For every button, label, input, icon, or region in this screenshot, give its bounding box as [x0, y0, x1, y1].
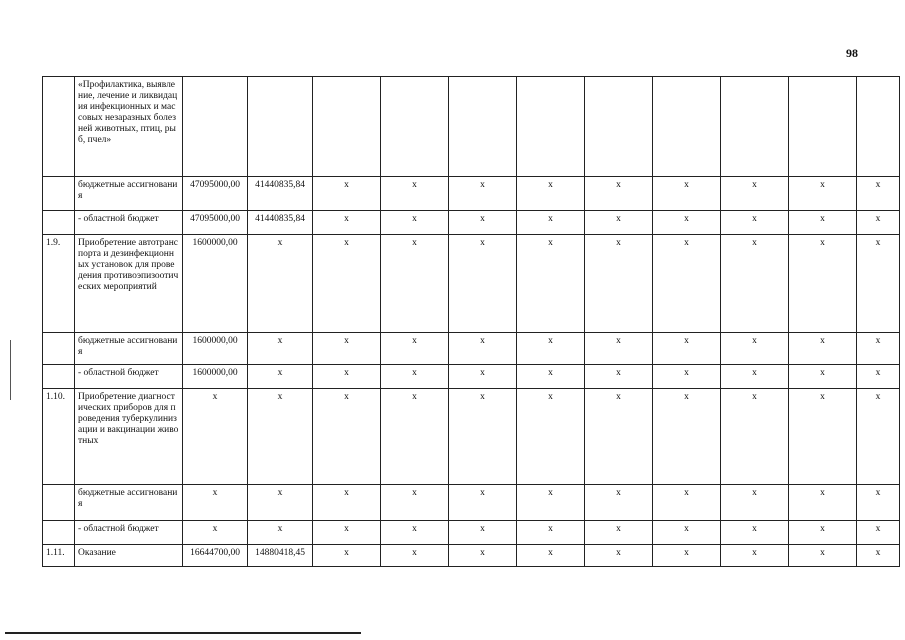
x-mark-cell: х: [517, 177, 585, 211]
plan-amount-cell: х: [183, 389, 248, 485]
actual-amount-cell: х: [248, 521, 313, 545]
table-row: [43, 333, 900, 365]
x-mark-cell: х: [789, 365, 857, 389]
plan-amount-cell: х: [183, 485, 248, 521]
table-row: [43, 365, 900, 389]
x-mark-cell: [381, 77, 449, 177]
table-row: [43, 77, 900, 177]
x-mark-cell: х: [381, 211, 449, 235]
x-mark-cell: х: [517, 389, 585, 485]
actual-amount-cell: х: [248, 365, 313, 389]
x-mark-cell: х: [789, 235, 857, 333]
x-mark-cell: х: [857, 365, 900, 389]
plan-amount-cell: 1600000,00: [183, 365, 248, 389]
x-mark-cell: х: [721, 521, 789, 545]
row-number-cell: [43, 177, 75, 211]
x-mark-cell: х: [585, 177, 653, 211]
x-mark-cell: х: [313, 485, 381, 521]
plan-amount-cell: 47095000,00: [183, 211, 248, 235]
x-mark-cell: х: [857, 177, 900, 211]
table-row: [43, 211, 900, 235]
row-description-cell: Приобретение автотранспорта и дезинфекционных установок для проведения противоэпизоотических мероприятий: [75, 235, 183, 333]
x-mark-cell: х: [653, 485, 721, 521]
x-mark-cell: х: [517, 235, 585, 333]
x-mark-cell: х: [313, 545, 381, 567]
row-number-cell: 1.9.: [43, 235, 75, 333]
row-description-cell: бюджетные ассигнования: [75, 485, 183, 521]
x-mark-cell: х: [449, 365, 517, 389]
x-mark-cell: х: [449, 545, 517, 567]
x-mark-cell: х: [789, 211, 857, 235]
actual-amount-cell: х: [248, 485, 313, 521]
row-description-cell: - областной бюджет: [75, 521, 183, 545]
x-mark-cell: х: [789, 333, 857, 365]
scan-margin-mark: [10, 340, 11, 400]
x-mark-cell: х: [857, 545, 900, 567]
x-mark-cell: [789, 77, 857, 177]
x-mark-cell: х: [721, 177, 789, 211]
x-mark-cell: х: [313, 177, 381, 211]
x-mark-cell: х: [857, 211, 900, 235]
x-mark-cell: х: [721, 211, 789, 235]
row-description-cell: Приобретение диагностических приборов для проведения туберкулинизации и вакцинации животных: [75, 389, 183, 485]
row-number-cell: [43, 485, 75, 521]
x-mark-cell: [721, 77, 789, 177]
x-mark-cell: х: [313, 521, 381, 545]
x-mark-cell: х: [449, 177, 517, 211]
row-number-cell: [43, 333, 75, 365]
x-mark-cell: х: [517, 211, 585, 235]
x-mark-cell: х: [721, 389, 789, 485]
x-mark-cell: х: [653, 211, 721, 235]
plan-amount-cell: 16644700,00: [183, 545, 248, 567]
x-mark-cell: х: [789, 177, 857, 211]
x-mark-cell: х: [721, 365, 789, 389]
footnote-rule: [5, 632, 361, 634]
x-mark-cell: х: [517, 365, 585, 389]
x-mark-cell: х: [313, 389, 381, 485]
x-mark-cell: х: [721, 545, 789, 567]
row-number-cell: [43, 521, 75, 545]
plan-amount-cell: [183, 77, 248, 177]
x-mark-cell: х: [721, 485, 789, 521]
x-mark-cell: х: [857, 521, 900, 545]
row-description-cell: бюджетные ассигнования: [75, 333, 183, 365]
x-mark-cell: х: [449, 521, 517, 545]
x-mark-cell: [449, 77, 517, 177]
x-mark-cell: х: [857, 235, 900, 333]
actual-amount-cell: [248, 77, 313, 177]
row-number-cell: 1.10.: [43, 389, 75, 485]
x-mark-cell: х: [857, 485, 900, 521]
actual-amount-cell: 14880418,45: [248, 545, 313, 567]
plan-amount-cell: х: [183, 521, 248, 545]
x-mark-cell: х: [789, 545, 857, 567]
table-row: [43, 485, 900, 521]
x-mark-cell: х: [517, 521, 585, 545]
actual-amount-cell: х: [248, 389, 313, 485]
plan-amount-cell: 1600000,00: [183, 235, 248, 333]
row-number-cell: [43, 211, 75, 235]
x-mark-cell: [585, 77, 653, 177]
x-mark-cell: х: [653, 365, 721, 389]
x-mark-cell: х: [857, 389, 900, 485]
x-mark-cell: х: [585, 389, 653, 485]
table-row: [43, 389, 900, 485]
row-description-cell: Оказание: [75, 545, 183, 567]
row-number-cell: 1.11.: [43, 545, 75, 567]
row-number-cell: [43, 365, 75, 389]
x-mark-cell: х: [313, 235, 381, 333]
x-mark-cell: х: [449, 211, 517, 235]
table-row: [43, 545, 900, 567]
x-mark-cell: х: [381, 235, 449, 333]
x-mark-cell: х: [381, 177, 449, 211]
x-mark-cell: х: [449, 389, 517, 485]
x-mark-cell: х: [517, 333, 585, 365]
x-mark-cell: х: [381, 365, 449, 389]
row-description-cell: - областной бюджет: [75, 211, 183, 235]
x-mark-cell: х: [789, 485, 857, 521]
x-mark-cell: х: [381, 333, 449, 365]
x-mark-cell: х: [653, 389, 721, 485]
x-mark-cell: х: [721, 333, 789, 365]
x-mark-cell: х: [653, 545, 721, 567]
x-mark-cell: х: [313, 211, 381, 235]
x-mark-cell: [857, 77, 900, 177]
row-description-cell: «Профилактика, выявление, лечение и ликвидация инфекционных и массовых незаразных болезней животных, птиц, рыб, пчел»: [75, 77, 183, 177]
x-mark-cell: х: [517, 485, 585, 521]
x-mark-cell: [313, 77, 381, 177]
x-mark-cell: х: [313, 333, 381, 365]
x-mark-cell: [517, 77, 585, 177]
x-mark-cell: х: [449, 235, 517, 333]
x-mark-cell: х: [585, 485, 653, 521]
x-mark-cell: х: [585, 211, 653, 235]
table-row: [43, 235, 900, 333]
x-mark-cell: х: [449, 485, 517, 521]
row-description-cell: бюджетные ассигнования: [75, 177, 183, 211]
table-row: [43, 521, 900, 545]
x-mark-cell: х: [449, 333, 517, 365]
x-mark-cell: х: [585, 521, 653, 545]
page-number: 98: [846, 46, 858, 60]
row-description-cell: - областной бюджет: [75, 365, 183, 389]
x-mark-cell: х: [721, 235, 789, 333]
actual-amount-cell: 41440835,84: [248, 177, 313, 211]
table-row: [43, 177, 900, 211]
x-mark-cell: х: [585, 545, 653, 567]
x-mark-cell: х: [381, 389, 449, 485]
x-mark-cell: х: [653, 521, 721, 545]
x-mark-cell: х: [789, 389, 857, 485]
x-mark-cell: х: [789, 521, 857, 545]
actual-amount-cell: 41440835,84: [248, 211, 313, 235]
actual-amount-cell: х: [248, 333, 313, 365]
x-mark-cell: х: [585, 333, 653, 365]
x-mark-cell: х: [517, 545, 585, 567]
x-mark-cell: х: [381, 545, 449, 567]
x-mark-cell: х: [585, 235, 653, 333]
x-mark-cell: х: [381, 485, 449, 521]
x-mark-cell: х: [585, 365, 653, 389]
budget-table: [42, 76, 900, 567]
x-mark-cell: х: [313, 365, 381, 389]
x-mark-cell: [653, 77, 721, 177]
x-mark-cell: х: [653, 177, 721, 211]
x-mark-cell: х: [653, 235, 721, 333]
x-mark-cell: х: [653, 333, 721, 365]
plan-amount-cell: 1600000,00: [183, 333, 248, 365]
row-number-cell: [43, 77, 75, 177]
plan-amount-cell: 47095000,00: [183, 177, 248, 211]
actual-amount-cell: х: [248, 235, 313, 333]
x-mark-cell: х: [381, 521, 449, 545]
x-mark-cell: х: [857, 333, 900, 365]
